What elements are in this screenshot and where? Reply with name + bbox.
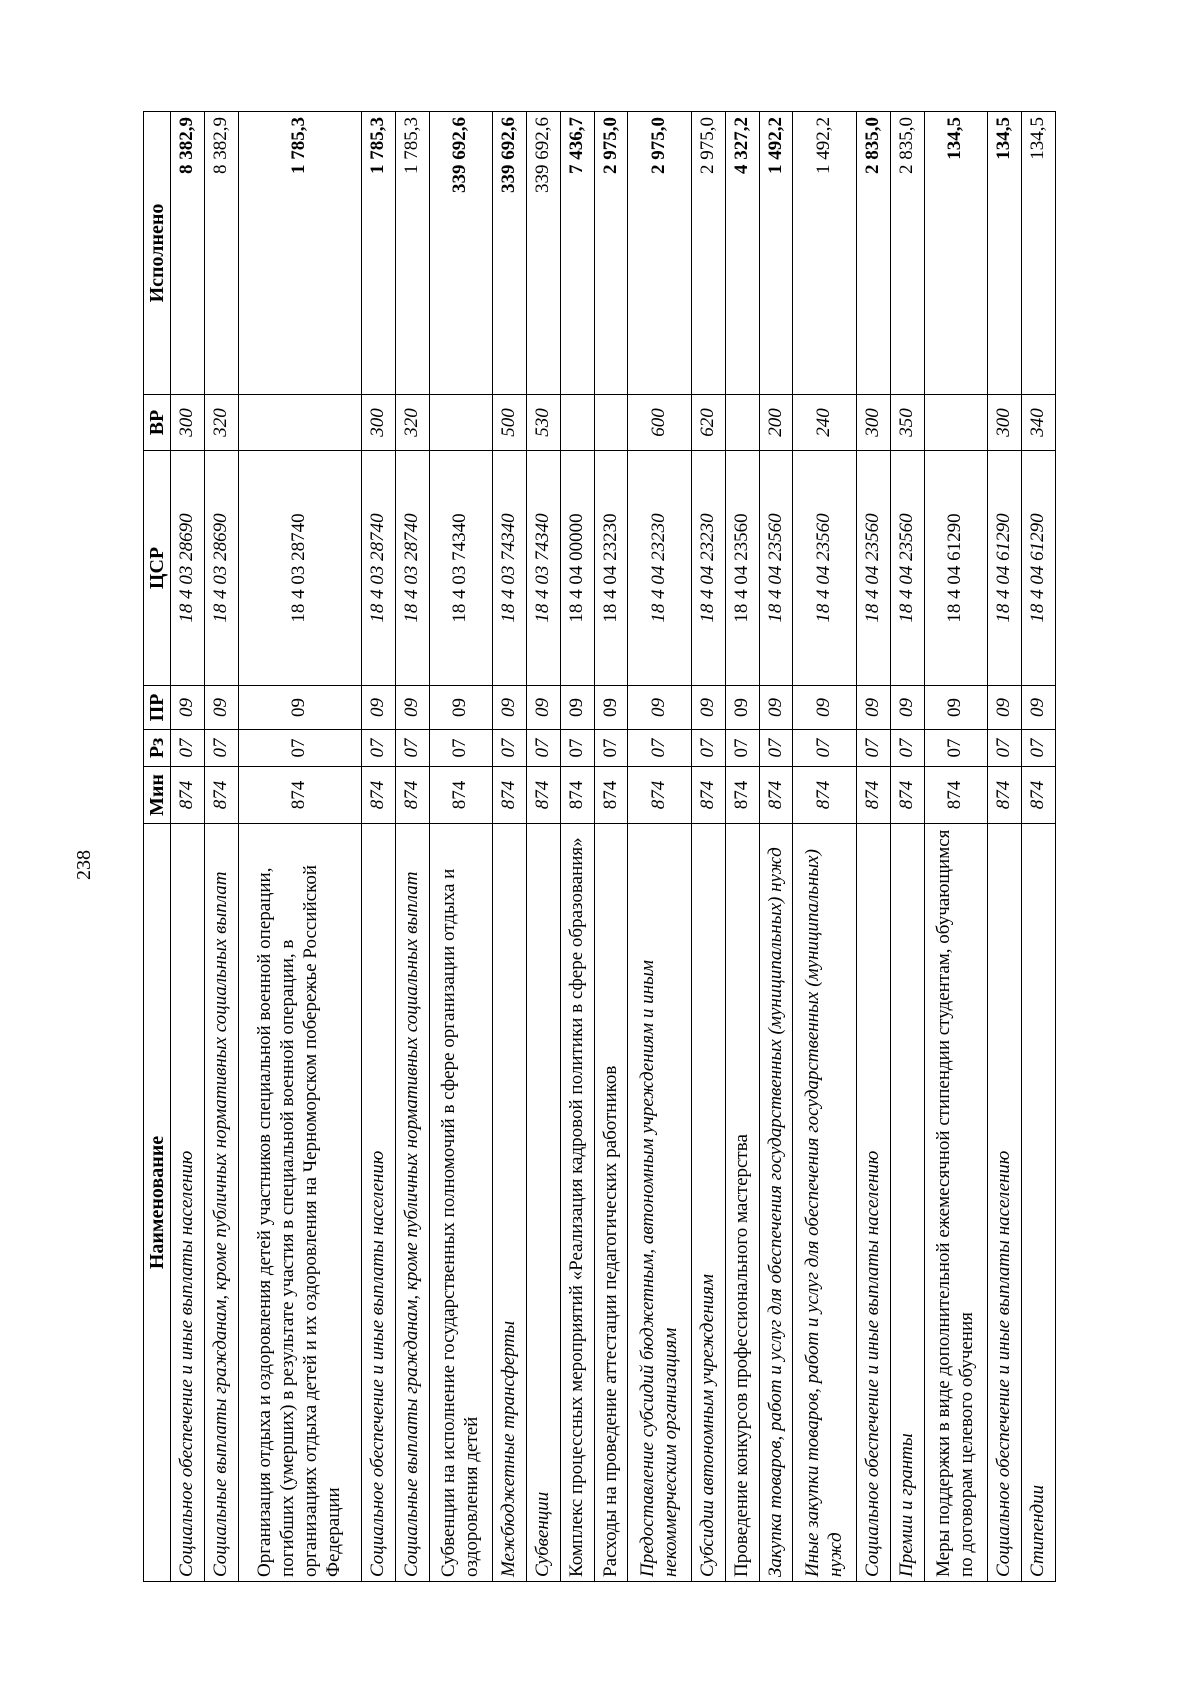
- cell-executed: 2 975,0: [691, 112, 725, 395]
- cell-vr: 340: [1021, 395, 1055, 451]
- cell-min: 874: [725, 767, 759, 824]
- cell-rz: 07: [493, 730, 527, 767]
- cell-name: Субсидии автономным учреждениям: [691, 824, 725, 1582]
- cell-min: 874: [793, 767, 857, 824]
- table-row: [924, 112, 988, 1582]
- cell-min: 874: [691, 767, 725, 824]
- cell-executed: 1 492,2: [793, 112, 857, 395]
- table-row: [988, 112, 1022, 1582]
- cell-pr: 09: [171, 686, 205, 730]
- cell-name: Иные закупки товаров, работ и услуг для обеспечения государственных (муниципальных) нужд: [793, 824, 857, 1582]
- table-row: [238, 112, 361, 1582]
- cell-csr: 18 4 04 61290: [988, 451, 1022, 686]
- cell-csr: 18 4 03 28740: [238, 451, 361, 686]
- cell-executed: 8 382,9: [204, 112, 238, 395]
- cell-name: Стипендии: [1021, 824, 1055, 1582]
- page-number: 238: [73, 850, 95, 880]
- cell-executed: 8 382,9: [171, 112, 205, 395]
- cell-min: 874: [594, 767, 628, 824]
- table-row: [691, 112, 725, 1582]
- cell-name: Комплекс процессных мероприятий «Реализация кадровой политики в сфере образования»: [560, 824, 594, 1582]
- cell-vr: 300: [361, 395, 395, 451]
- cell-vr: 600: [628, 395, 692, 451]
- header-vr: ВР: [144, 395, 171, 451]
- cell-name: Социальное обеспечение и иные выплаты населению: [988, 824, 1022, 1582]
- cell-pr: 09: [238, 686, 361, 730]
- cell-vr: [560, 395, 594, 451]
- cell-min: 874: [924, 767, 988, 824]
- cell-csr: 18 4 03 74340: [526, 451, 560, 686]
- cell-csr: 18 4 03 28690: [171, 451, 205, 686]
- cell-name: Субвенции на исполнение государственных полномочий в сфере организации отдыха и оздоровления детей: [429, 824, 493, 1582]
- cell-min: 874: [988, 767, 1022, 824]
- cell-rz: 07: [924, 730, 988, 767]
- cell-csr: 18 4 04 61290: [1021, 451, 1055, 686]
- cell-name: Предоставление субсидий бюджетным, автономным учреждениям и иным некоммерческим организациям: [628, 824, 692, 1582]
- cell-rz: 07: [759, 730, 793, 767]
- cell-vr: 300: [988, 395, 1022, 451]
- cell-csr: 18 4 03 74340: [493, 451, 527, 686]
- cell-executed: 4 327,2: [725, 112, 759, 395]
- table-row: [725, 112, 759, 1582]
- cell-vr: 350: [890, 395, 924, 451]
- table-row: [793, 112, 857, 1582]
- cell-name: Социальное обеспечение и иные выплаты населению: [171, 824, 205, 1582]
- cell-executed: 339 692,6: [429, 112, 493, 395]
- cell-name: Межбюджетные трансферты: [493, 824, 527, 1582]
- cell-rz: 07: [526, 730, 560, 767]
- cell-min: 874: [759, 767, 793, 824]
- cell-min: 874: [204, 767, 238, 824]
- cell-executed: 134,5: [1021, 112, 1055, 395]
- cell-csr: 18 4 04 00000: [560, 451, 594, 686]
- cell-pr: 09: [560, 686, 594, 730]
- cell-vr: 620: [691, 395, 725, 451]
- cell-pr: 09: [526, 686, 560, 730]
- cell-pr: 09: [725, 686, 759, 730]
- cell-min: 874: [890, 767, 924, 824]
- cell-csr: 18 4 04 23560: [890, 451, 924, 686]
- cell-rz: 07: [429, 730, 493, 767]
- table-row: [628, 112, 692, 1582]
- cell-rz: 07: [725, 730, 759, 767]
- cell-min: 874: [493, 767, 527, 824]
- table-row: [594, 112, 628, 1582]
- cell-rz: 07: [628, 730, 692, 767]
- cell-rz: 07: [560, 730, 594, 767]
- cell-pr: 09: [856, 686, 890, 730]
- cell-min: 874: [1021, 767, 1055, 824]
- cell-executed: 7 436,7: [560, 112, 594, 395]
- cell-rz: 07: [171, 730, 205, 767]
- cell-csr: 18 4 04 61290: [924, 451, 988, 686]
- cell-rz: 07: [204, 730, 238, 767]
- cell-pr: 09: [493, 686, 527, 730]
- cell-rz: 07: [594, 730, 628, 767]
- cell-csr: 18 4 03 28740: [361, 451, 395, 686]
- header-min: Мин: [144, 767, 171, 824]
- cell-rz: 07: [361, 730, 395, 767]
- cell-vr: [594, 395, 628, 451]
- cell-csr: 18 4 04 23560: [725, 451, 759, 686]
- cell-name: Проведение конкурсов профессионального мастерства: [725, 824, 759, 1582]
- cell-csr: 18 4 03 28690: [204, 451, 238, 686]
- cell-csr: 18 4 04 23560: [759, 451, 793, 686]
- cell-name: Социальное обеспечение и иные выплаты населению: [361, 824, 395, 1582]
- cell-executed: 2 975,0: [594, 112, 628, 395]
- cell-rz: 07: [793, 730, 857, 767]
- cell-vr: 320: [204, 395, 238, 451]
- cell-csr: 18 4 04 23230: [628, 451, 692, 686]
- table-row: [759, 112, 793, 1582]
- cell-vr: [429, 395, 493, 451]
- cell-pr: 09: [1021, 686, 1055, 730]
- cell-executed: 339 692,6: [526, 112, 560, 395]
- cell-rz: 07: [395, 730, 429, 767]
- budget-table-container: [143, 112, 1056, 1582]
- cell-executed: 1 785,3: [395, 112, 429, 395]
- budget-table: [143, 111, 1056, 1582]
- table-body: [171, 112, 1056, 1582]
- cell-vr: 530: [526, 395, 560, 451]
- table-row: [560, 112, 594, 1582]
- cell-executed: 1 492,2: [759, 112, 793, 395]
- cell-pr: 09: [594, 686, 628, 730]
- cell-min: 874: [171, 767, 205, 824]
- cell-vr: 300: [171, 395, 205, 451]
- table-row: [890, 112, 924, 1582]
- cell-executed: 134,5: [988, 112, 1022, 395]
- header-rz: Рз: [144, 730, 171, 767]
- cell-csr: 18 4 03 28740: [395, 451, 429, 686]
- cell-csr: 18 4 04 23560: [793, 451, 857, 686]
- cell-name: Субвенции: [526, 824, 560, 1582]
- cell-pr: 09: [395, 686, 429, 730]
- cell-executed: 1 785,3: [238, 112, 361, 395]
- cell-name: Премии и гранты: [890, 824, 924, 1582]
- cell-name: Социальные выплаты гражданам, кроме публичных нормативных социальных выплат: [395, 824, 429, 1582]
- header-csr: ЦСР: [144, 451, 171, 686]
- cell-executed: 2 835,0: [890, 112, 924, 395]
- cell-vr: 240: [793, 395, 857, 451]
- header-executed: Исполнено: [144, 112, 171, 395]
- table-header-row: [144, 112, 171, 1582]
- cell-pr: 09: [361, 686, 395, 730]
- cell-min: 874: [361, 767, 395, 824]
- cell-vr: [924, 395, 988, 451]
- cell-pr: 09: [759, 686, 793, 730]
- cell-pr: 09: [890, 686, 924, 730]
- table-row: [526, 112, 560, 1582]
- table-row: [204, 112, 238, 1582]
- cell-rz: 07: [856, 730, 890, 767]
- header-pr: ПР: [144, 686, 171, 730]
- cell-min: 874: [238, 767, 361, 824]
- cell-executed: 2 835,0: [856, 112, 890, 395]
- cell-vr: 300: [856, 395, 890, 451]
- cell-name: Закупка товаров, работ и услуг для обеспечения государственных (муниципальных) нужд: [759, 824, 793, 1582]
- cell-pr: 09: [628, 686, 692, 730]
- header-name: Наименование: [144, 824, 171, 1582]
- cell-rz: 07: [691, 730, 725, 767]
- cell-name: Социальные выплаты гражданам, кроме публичных нормативных социальных выплат: [204, 824, 238, 1582]
- cell-vr: [238, 395, 361, 451]
- cell-executed: 1 785,3: [361, 112, 395, 395]
- cell-min: 874: [560, 767, 594, 824]
- cell-pr: 09: [429, 686, 493, 730]
- table-row: [429, 112, 493, 1582]
- cell-csr: 18 4 04 23230: [691, 451, 725, 686]
- cell-rz: 07: [238, 730, 361, 767]
- cell-min: 874: [395, 767, 429, 824]
- cell-csr: 18 4 04 23560: [856, 451, 890, 686]
- cell-min: 874: [856, 767, 890, 824]
- cell-pr: 09: [988, 686, 1022, 730]
- cell-rz: 07: [988, 730, 1022, 767]
- table-row: [361, 112, 395, 1582]
- cell-min: 874: [628, 767, 692, 824]
- cell-executed: 134,5: [924, 112, 988, 395]
- table-row: [1021, 112, 1055, 1582]
- cell-rz: 07: [1021, 730, 1055, 767]
- table-row: [493, 112, 527, 1582]
- cell-pr: 09: [691, 686, 725, 730]
- cell-min: 874: [526, 767, 560, 824]
- table-row: [856, 112, 890, 1582]
- cell-min: 874: [429, 767, 493, 824]
- table-row: [171, 112, 205, 1582]
- cell-name: Организация отдыха и оздоровления детей участников специальной военной операции, погибших (умерших) в результате участия в специальной военной операции, в организациях отдыха детей и их оздоровления на Черноморском побережье Российской Федерации: [238, 824, 361, 1582]
- cell-vr: 500: [493, 395, 527, 451]
- cell-pr: 09: [793, 686, 857, 730]
- cell-name: Меры поддержки в виде дополнительной ежемесячной стипендии студентам, обучающимся по договорам целевого обучения: [924, 824, 988, 1582]
- cell-pr: 09: [924, 686, 988, 730]
- cell-rz: 07: [890, 730, 924, 767]
- cell-pr: 09: [204, 686, 238, 730]
- cell-name: Расходы на проведение аттестации педагогических работников: [594, 824, 628, 1582]
- cell-name: Социальное обеспечение и иные выплаты населению: [856, 824, 890, 1582]
- cell-csr: 18 4 04 23230: [594, 451, 628, 686]
- cell-vr: 320: [395, 395, 429, 451]
- cell-vr: 200: [759, 395, 793, 451]
- cell-executed: 339 692,6: [493, 112, 527, 395]
- cell-csr: 18 4 03 74340: [429, 451, 493, 686]
- cell-executed: 2 975,0: [628, 112, 692, 395]
- table-row: [395, 112, 429, 1582]
- cell-vr: [725, 395, 759, 451]
